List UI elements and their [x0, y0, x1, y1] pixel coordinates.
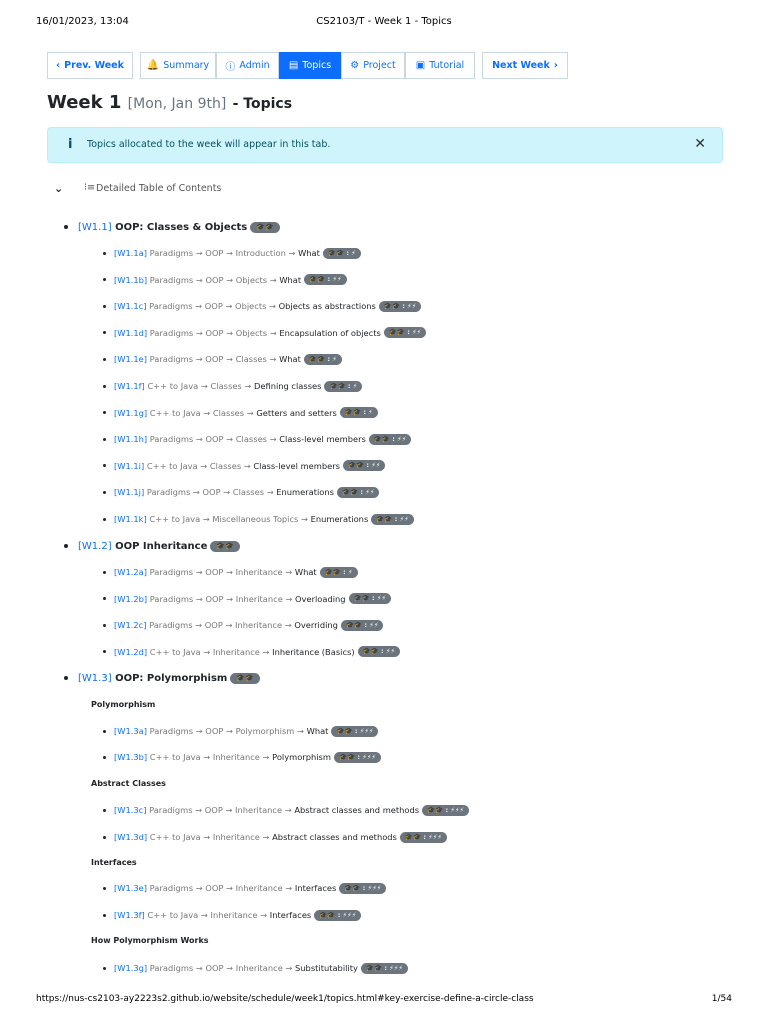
topic-path: C++ to Java → Inheritance →	[149, 832, 270, 842]
bullet	[103, 914, 106, 917]
chevron-left-icon: ‹	[56, 60, 61, 71]
tab-tutorial[interactable]	[405, 52, 475, 79]
list-item	[103, 565, 358, 579]
topic-code-link[interactable]: [W1.1j]	[114, 487, 145, 498]
topic-code-link[interactable]: [W1.2b]	[114, 593, 148, 604]
tab-summary-label: Summary	[163, 60, 210, 71]
topic-name: Overriding	[294, 620, 338, 631]
topic-path: Paradigms → OOP → Classes →	[149, 434, 277, 445]
list-item	[103, 830, 447, 844]
tab-project-label: Project	[363, 60, 396, 71]
tab-tutorial-label: Tutorial	[429, 60, 465, 71]
level-badge: 🎓🎓 : ⚡⚡	[384, 327, 426, 338]
tab-project[interactable]	[341, 52, 405, 79]
list-item	[103, 618, 383, 632]
list-item	[103, 326, 426, 340]
subsection-heading: Interfaces	[91, 858, 137, 867]
info-alert	[47, 127, 723, 163]
bullet	[103, 730, 106, 733]
print-header	[36, 16, 732, 30]
toc-label: Detailed Table of Contents	[96, 183, 222, 194]
page-title-week: Week 1	[47, 92, 122, 113]
bullet	[103, 385, 106, 388]
level-badge: 🎓🎓 : ⚡⚡⚡	[339, 883, 386, 894]
list-item	[103, 459, 385, 473]
topic-code-link[interactable]: [W1.1g]	[114, 407, 148, 418]
level-badge: 🎓🎓 : ⚡⚡	[358, 646, 400, 657]
topic-code-link[interactable]: [W1.3f]	[114, 910, 145, 920]
topic-name: What	[298, 248, 320, 258]
topic-code-link[interactable]: [W1.1f]	[114, 381, 145, 391]
bullet	[103, 491, 106, 494]
level-badge: 🎓🎓 : ⚡	[340, 407, 378, 418]
topic-code-link[interactable]: [W1.1a]	[114, 248, 147, 258]
topic-name: Encapsulation of objects	[279, 327, 381, 338]
bullet	[103, 464, 106, 467]
section-row	[64, 539, 240, 553]
project-icon: ⚙	[350, 60, 360, 71]
list-item	[103, 803, 469, 817]
topic-name: Abstract classes and methods	[294, 805, 420, 815]
bullet	[103, 967, 106, 970]
topic-code-link[interactable]: [W1.3c]	[114, 805, 147, 815]
level-badge: 🎓🎓	[250, 222, 279, 233]
topic-code-link[interactable]: [W1.3b]	[114, 752, 148, 762]
chevron-down-icon[interactable]: ⌄	[54, 182, 64, 195]
tab-admin[interactable]	[216, 52, 279, 79]
level-badge: 🎓🎓 : ⚡⚡⚡	[331, 726, 378, 737]
level-badge: 🎓🎓	[230, 673, 259, 684]
topic-name: What	[279, 274, 302, 285]
tab-topics-label: Topics	[302, 60, 332, 71]
topic-path: C++ to Java → Classes →	[146, 460, 251, 471]
topic-path: Paradigms → OOP → Inheritance →	[149, 593, 293, 604]
bullet	[103, 411, 106, 414]
level-badge: 🎓🎓 : ⚡⚡	[304, 274, 346, 285]
section-title: OOP Inheritance	[115, 540, 208, 552]
list-icon: ⁝≡	[84, 182, 95, 193]
level-badge: 🎓🎓 : ⚡	[324, 381, 362, 392]
bullet	[103, 624, 106, 627]
topic-name: Interfaces	[269, 910, 312, 920]
topic-path: Paradigms → OOP → Objects →	[149, 327, 277, 338]
list-item	[103, 592, 391, 606]
level-badge: 🎓🎓 : ⚡⚡⚡	[422, 805, 469, 816]
tab-summary[interactable]	[140, 52, 216, 79]
level-badge: 🎓🎓 : ⚡	[320, 567, 358, 578]
level-badge: 🎓🎓 : ⚡⚡	[343, 460, 385, 471]
list-item	[103, 961, 408, 975]
bullet	[103, 358, 106, 361]
topic-path: C++ to Java → Inheritance →	[149, 752, 270, 762]
info-circle-icon: ⓘ	[225, 62, 236, 73]
topic-code-link[interactable]: [W1.3a]	[114, 726, 147, 736]
bullet	[64, 676, 68, 680]
topic-code-link[interactable]: [W1.1e]	[114, 354, 147, 365]
info-icon: i	[68, 137, 73, 152]
topic-path: Paradigms → OOP → Classes →	[146, 487, 274, 498]
topic-code-link[interactable]: [W1.2a]	[114, 567, 147, 577]
topic-name: Class-level members	[253, 460, 340, 471]
topic-path: Paradigms → OOP → Inheritance →	[149, 883, 293, 893]
topic-path: Paradigms → OOP → Inheritance →	[149, 620, 292, 631]
topic-code-link[interactable]: [W1.2d]	[114, 646, 148, 657]
topic-path: Paradigms → OOP → Classes →	[149, 354, 277, 365]
level-badge: 🎓🎓 : ⚡⚡	[371, 514, 413, 525]
next-week-button[interactable]	[482, 52, 568, 79]
level-badge: 🎓🎓 : ⚡⚡	[369, 434, 411, 445]
topic-name: What	[294, 567, 317, 577]
toc-toggle[interactable]	[54, 182, 354, 196]
close-icon[interactable]: ✕	[694, 136, 706, 152]
prev-week-label: Prev. Week	[64, 60, 124, 71]
level-badge: 🎓🎓 : ⚡⚡⚡	[314, 910, 361, 921]
bullet	[103, 305, 106, 308]
topic-name: Substitutability	[295, 963, 358, 973]
level-badge: 🎓🎓 : ⚡⚡⚡	[361, 963, 408, 974]
topic-path: Paradigms → OOP → Introduction →	[149, 248, 296, 258]
topic-code-link[interactable]: [W1.3g]	[114, 963, 148, 973]
bullet	[64, 225, 68, 229]
bullet	[103, 438, 106, 441]
level-badge: 🎓🎓 : ⚡⚡⚡	[400, 832, 447, 843]
bullet	[103, 756, 106, 759]
section-title: OOP: Classes & Objects	[115, 221, 248, 233]
bullet	[103, 278, 106, 281]
topic-code-link[interactable]: [W1.1c]	[114, 301, 147, 312]
chevron-right-icon: ›	[553, 60, 558, 71]
topic-path: C++ to Java → Classes →	[147, 381, 252, 391]
list-item	[103, 512, 414, 526]
list-item	[103, 352, 342, 366]
topic-code-link[interactable]: [W1.2c]	[114, 620, 147, 631]
tab-admin-label: Admin	[239, 60, 270, 71]
print-page-number: 1/54	[711, 994, 732, 1004]
topic-code-link[interactable]: [W1.1d]	[114, 327, 148, 338]
topic-name: Getters and setters	[256, 407, 337, 418]
list-item	[103, 881, 386, 895]
next-week-label: Next Week	[492, 60, 550, 71]
bullet	[103, 571, 106, 574]
topic-code-link[interactable]: [W1.3d]	[114, 832, 148, 842]
subsection-heading: Abstract Classes	[91, 779, 166, 788]
topic-name: Interfaces	[294, 883, 337, 893]
topic-path: C++ to Java → Miscellaneous Topics →	[149, 514, 308, 524]
list-item	[103, 432, 411, 446]
list-item	[103, 645, 400, 659]
level-badge: 🎓🎓 : ⚡⚡	[379, 301, 421, 312]
topic-path: C++ to Java → Inheritance →	[149, 646, 270, 657]
topic-path: C++ to Java → Inheritance →	[147, 910, 268, 920]
bullet	[103, 887, 106, 890]
section-code-link[interactable]: [W1.1]	[78, 221, 112, 233]
bullet	[103, 650, 106, 653]
topic-name: Polymorphism	[272, 752, 331, 762]
topic-code-link[interactable]: [W1.1b]	[114, 274, 148, 285]
topic-code-link[interactable]: [W1.1k]	[114, 514, 147, 524]
bullet	[103, 331, 106, 334]
topic-name: What	[279, 354, 301, 365]
print-date: 16/01/2023, 13:04	[36, 16, 129, 27]
list-item	[103, 908, 361, 922]
level-badge: 🎓🎓 : ⚡	[304, 354, 342, 365]
tab-topics[interactable]	[279, 52, 341, 79]
topic-path: Paradigms → OOP → Polymorphism →	[149, 726, 304, 736]
section-code-link[interactable]: [W1.2]	[78, 540, 112, 552]
topic-path: Paradigms → OOP → Objects →	[149, 274, 277, 285]
page-title-suffix: - Topics	[232, 96, 293, 112]
topic-name: Defining classes	[253, 381, 322, 391]
topic-name: Abstract classes and methods	[272, 832, 397, 842]
book-icon: ▤	[288, 60, 299, 71]
section-title: OOP: Polymorphism	[115, 672, 228, 684]
topic-name: Class-level members	[279, 434, 366, 445]
prev-week-button[interactable]	[47, 52, 133, 79]
level-badge: 🎓🎓 : ⚡⚡	[341, 620, 383, 631]
topic-name: What	[306, 726, 329, 736]
topic-code-link[interactable]: [W1.1i]	[114, 460, 145, 471]
list-item	[103, 724, 378, 738]
topic-path: Paradigms → OOP → Inheritance →	[149, 805, 292, 815]
topic-path: C++ to Java → Classes →	[149, 407, 254, 418]
bell-icon: 🔔	[146, 60, 160, 71]
topic-code-link[interactable]: [W1.1h]	[114, 434, 148, 445]
bullet	[103, 836, 106, 839]
section-code-link[interactable]: [W1.3]	[78, 672, 112, 684]
topic-name: Inheritance (Basics)	[272, 646, 355, 657]
topic-path: Paradigms → OOP → Inheritance →	[149, 567, 293, 577]
level-badge: 🎓🎓 : ⚡⚡	[349, 593, 391, 604]
info-alert-text: Topics allocated to the week will appear in this tab.	[87, 139, 331, 150]
print-footer	[36, 994, 732, 1008]
list-item	[103, 273, 347, 287]
list-item	[103, 750, 381, 764]
topic-path: Paradigms → OOP → Inheritance →	[149, 963, 293, 973]
section-row	[64, 671, 260, 685]
print-title: CS2103/T - Week 1 - Topics	[316, 16, 452, 27]
topic-name: Objects as abstractions	[278, 301, 376, 312]
topic-name: Enumerations	[310, 514, 369, 524]
topic-path: Paradigms → OOP → Objects →	[149, 301, 276, 312]
bullet	[103, 518, 106, 521]
bullet	[103, 252, 106, 255]
page-title	[47, 92, 292, 113]
level-badge: 🎓🎓 : ⚡⚡	[337, 487, 379, 498]
topic-code-link[interactable]: [W1.3e]	[114, 883, 147, 893]
page-title-date: [Mon, Jan 9th]	[127, 96, 227, 112]
list-item	[103, 485, 379, 499]
list-item	[103, 299, 421, 313]
level-badge: 🎓🎓	[210, 541, 239, 552]
subsection-heading: How Polymorphism Works	[91, 936, 209, 945]
list-item	[103, 246, 361, 260]
topic-name: Enumerations	[276, 487, 334, 498]
list-item	[103, 379, 362, 393]
bullet	[103, 597, 106, 600]
bullet	[103, 809, 106, 812]
list-item	[103, 406, 378, 420]
topic-name: Overloading	[295, 593, 346, 604]
print-url: https://nus-cs2103-ay2223s2.github.io/website/schedule/week1/topics.html#key-exercise-define-a-circle-class	[36, 994, 534, 1004]
bullet	[64, 544, 68, 548]
level-badge: 🎓🎓 : ⚡	[323, 248, 361, 259]
level-badge: 🎓🎓 : ⚡⚡⚡	[334, 752, 381, 763]
section-row	[64, 220, 280, 234]
chalkboard-icon: ▣	[415, 60, 426, 71]
subsection-heading: Polymorphism	[91, 700, 156, 709]
